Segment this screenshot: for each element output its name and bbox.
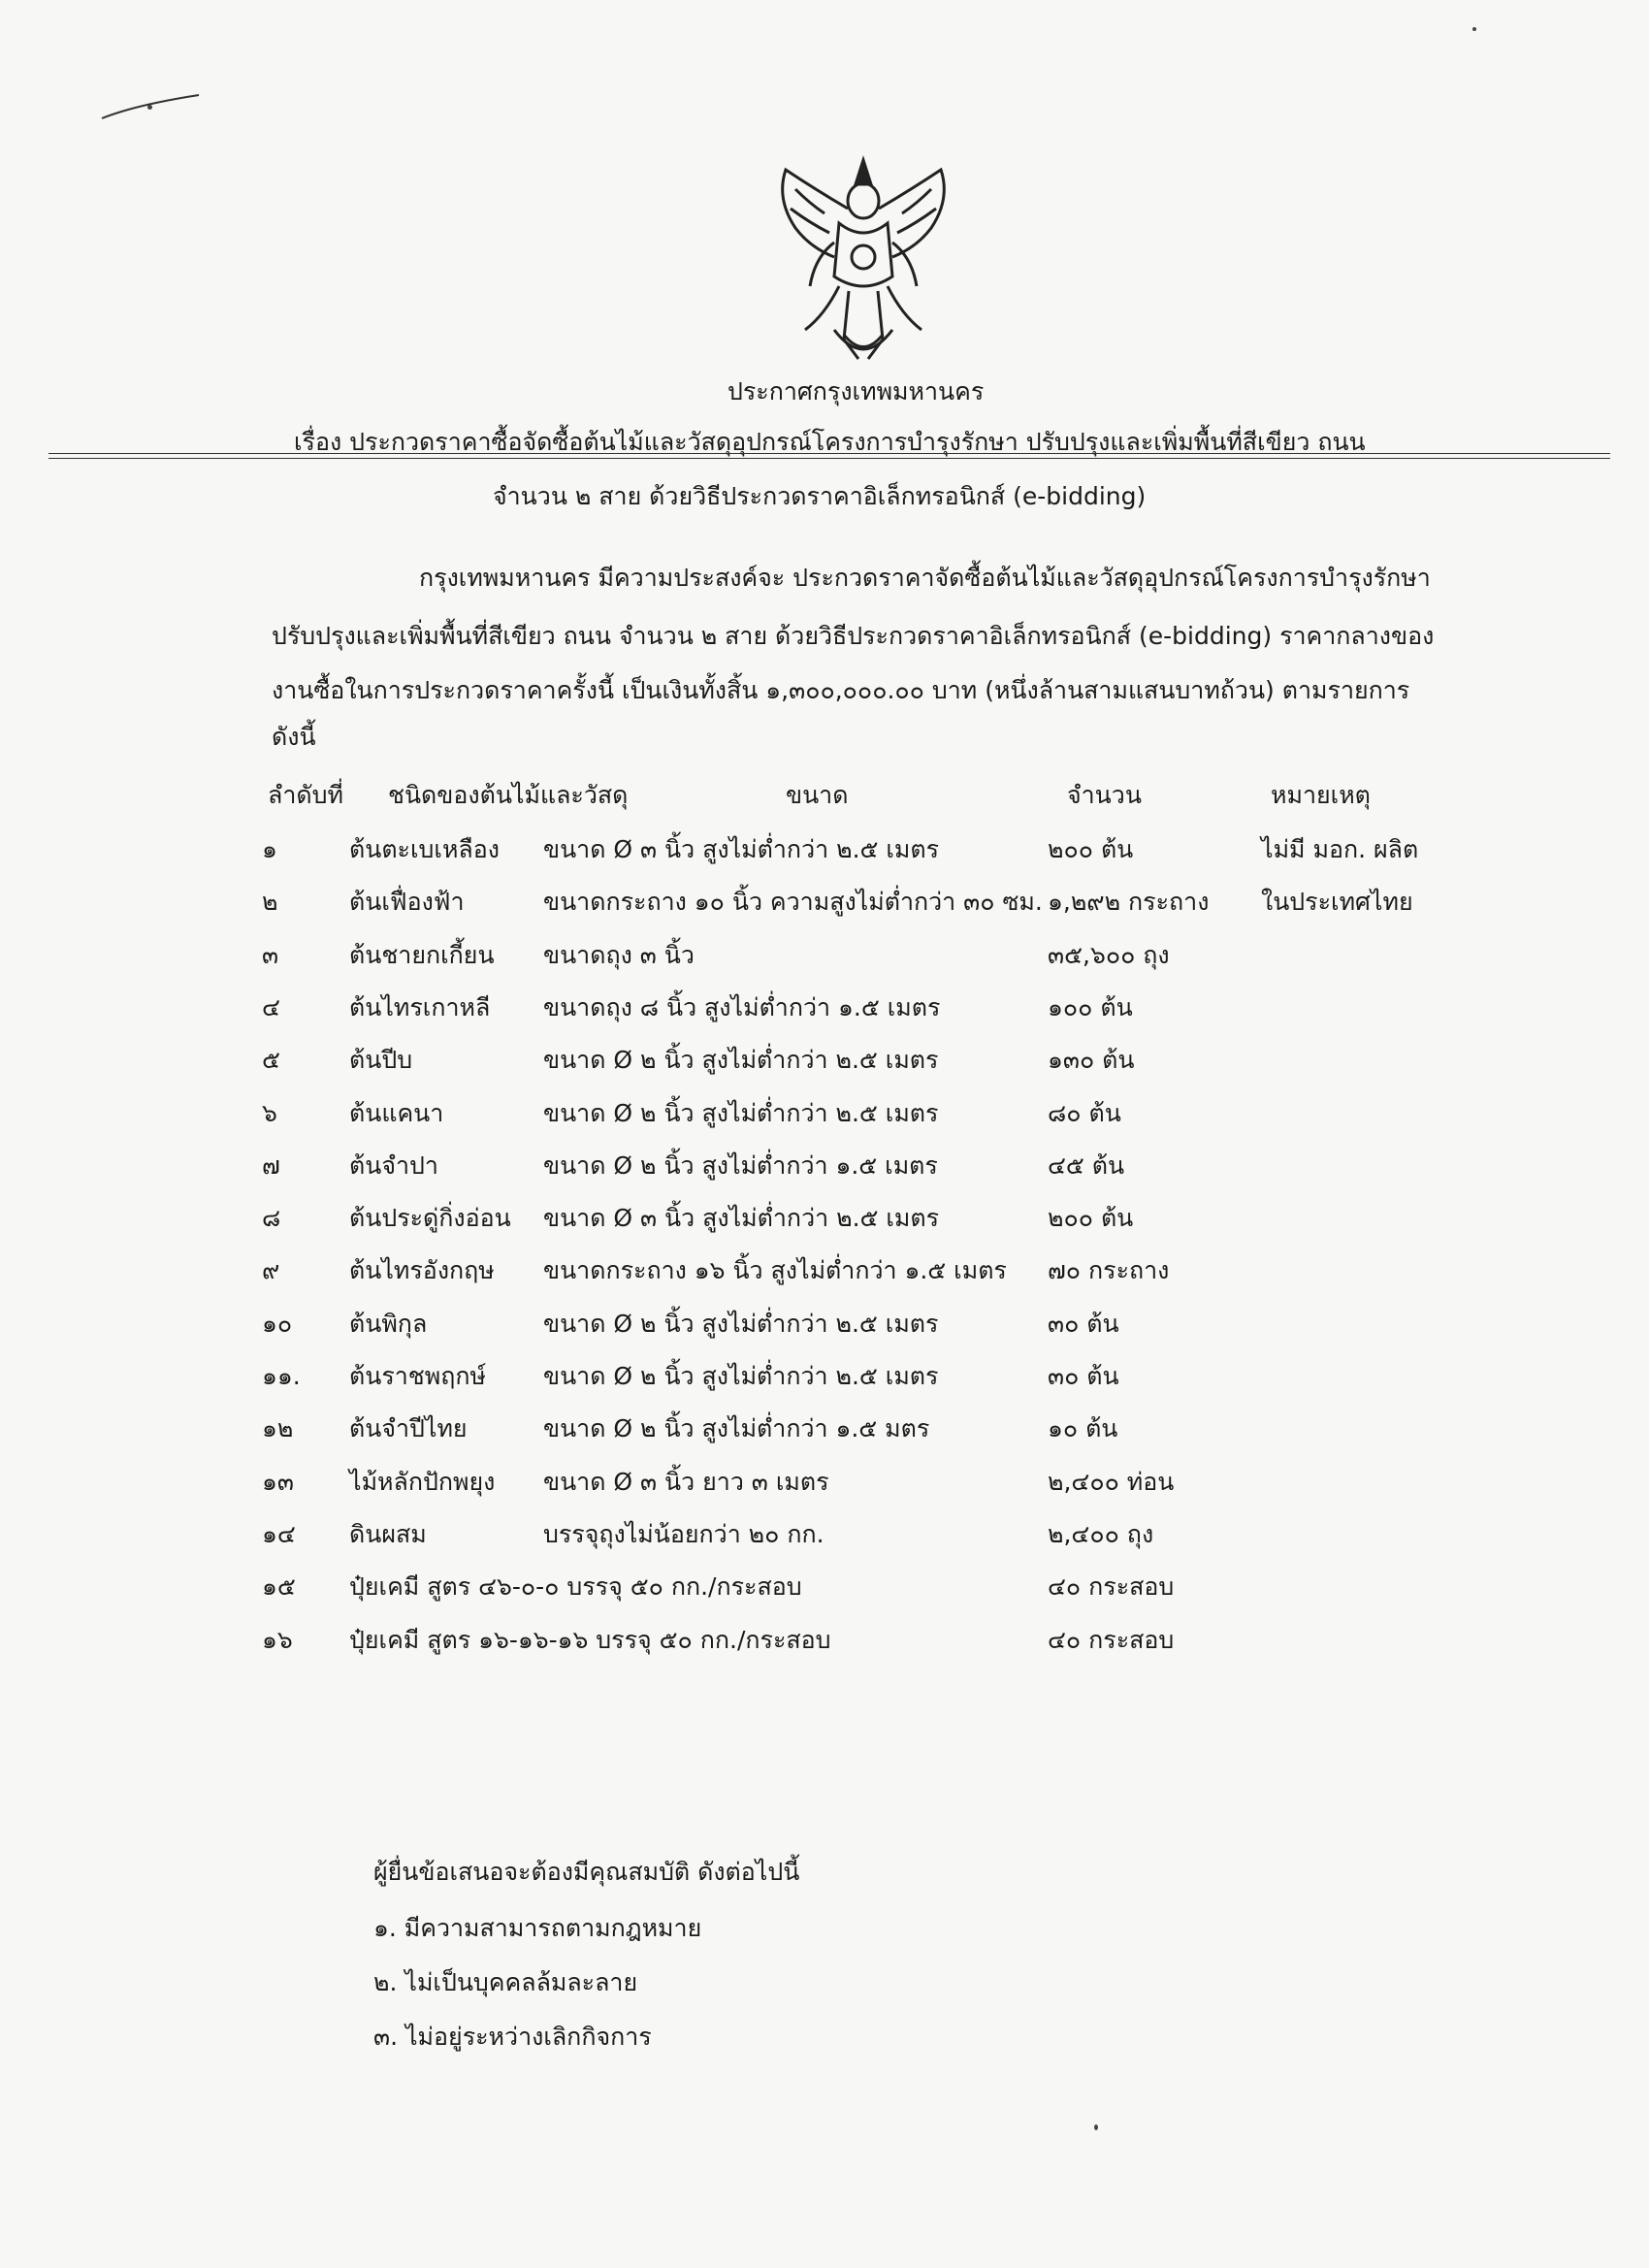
cell-size: ขนาดกระถาง ๑๖ นิ้ว สูงไม่ต่ำกว่า ๑.๕ เมตร xyxy=(543,1256,1007,1284)
cell-remark: ในประเทศไทย xyxy=(1261,888,1413,916)
cell-size: ขนาด Ø ๒ นิ้ว สูงไม่ต่ำกว่า ๒.๕ เมตร xyxy=(543,1310,939,1338)
cell-no: ๕ xyxy=(262,1046,280,1074)
cell-qty: ๑๐ ต้น xyxy=(1048,1414,1118,1442)
cell-item: ต้นพิกุล xyxy=(349,1310,428,1338)
scan-speck xyxy=(1094,2124,1098,2130)
cell-qty: ๔๐ กระสอบ xyxy=(1048,1626,1175,1654)
cell-qty: ๒๐๐ ต้น xyxy=(1048,1204,1134,1232)
cell-qty: ๑,๒๙๒ กระถาง xyxy=(1048,888,1210,916)
cell-no: ๑๔ xyxy=(262,1520,296,1548)
scan-speck xyxy=(1472,27,1476,31)
header-no: ลำดับที่ xyxy=(268,781,343,809)
cell-size: ขนาด Ø ๒ นิ้ว สูงไม่ต่ำกว่า ๑.๕ มตร xyxy=(543,1414,930,1442)
intro-line4: ดังนี้ xyxy=(272,723,316,751)
header-qty: จำนวน xyxy=(1067,781,1142,809)
cell-qty: ๓๕,๖๐๐ ถุง xyxy=(1048,941,1170,969)
cell-size: ขนาด Ø ๒ นิ้ว สูงไม่ต่ำกว่า ๒.๕ เมตร xyxy=(543,1099,939,1127)
cell-size: ขนาด Ø ๒ นิ้ว สูงไม่ต่ำกว่า ๒.๕ เมตร xyxy=(543,1046,939,1074)
qualification-item: ๒. ไม่เป็นบุคคลล้มละลาย xyxy=(373,1968,638,1996)
cell-no: ๗ xyxy=(262,1151,280,1180)
announcement-agency: ประกาศกรุงเทพมหานคร xyxy=(728,377,985,405)
cell-qty: ๑๐๐ ต้น xyxy=(1048,993,1133,1021)
cell-item: ต้นเฟื่องฟ้า xyxy=(349,888,465,916)
cell-size: ขนาด Ø ๓ นิ้ว สูงไม่ต่ำกว่า ๒.๕ เมตร xyxy=(543,1204,940,1232)
cell-qty: ๓๐ ต้น xyxy=(1048,1310,1119,1338)
cell-qty: ๒,๔๐๐ ท่อน xyxy=(1048,1468,1175,1496)
header-size: ขนาด xyxy=(786,781,849,809)
cell-qty: ๔๐ กระสอบ xyxy=(1048,1572,1175,1601)
cell-qty: ๒,๔๐๐ ถุง xyxy=(1048,1520,1154,1548)
cell-item: ต้นตะเบเหลือง xyxy=(349,835,500,863)
cell-item: ปุ๋ยเคมี สูตร ๔๖-๐-๐ บรรจุ ๕๐ กก./กระสอบ xyxy=(349,1572,802,1601)
garuda-emblem-icon xyxy=(766,150,960,369)
cell-no: ๑ xyxy=(262,835,277,863)
cell-no: ๓ xyxy=(262,941,279,969)
cell-no: ๑๐ xyxy=(262,1310,293,1338)
cell-qty: ๘๐ ต้น xyxy=(1048,1099,1121,1127)
cell-item: ไม้หลักปักพยุง xyxy=(349,1468,496,1496)
cell-size: ขนาด Ø ๒ นิ้ว สูงไม่ต่ำกว่า ๒.๕ เมตร xyxy=(543,1362,939,1390)
cell-item: ต้นราชพฤกษ์ xyxy=(349,1362,486,1390)
intro-line1: กรุงเทพมหานคร มีความประสงค์จะ ประกวดราคาจัดซื้อต้นไม้และวัสดุอุปกรณ์โครงการบำรุงรักษา xyxy=(419,564,1431,592)
cell-qty: ๗๐ กระถาง xyxy=(1048,1256,1170,1284)
cell-item: ต้นประดู่กิ่งอ่อน xyxy=(349,1204,511,1232)
scan-mark xyxy=(97,87,204,126)
header-remark: หมายเหตุ xyxy=(1271,781,1371,809)
announcement-subject-line2: จำนวน ๒ สาย ด้วยวิธีประกวดราคาอิเล็กทรอนิกส์ (e-bidding) xyxy=(493,482,1147,510)
cell-no: ๙ xyxy=(262,1256,280,1284)
cell-remark: ไม่มี มอก. ผลิต xyxy=(1261,835,1419,863)
cell-size: ขนาดกระถาง ๑๐ นิ้ว ความสูงไม่ต่ำกว่า ๓๐ ซม. xyxy=(543,888,1043,916)
cell-item: ต้นชายกเกี้ยน xyxy=(349,941,495,969)
cell-qty: ๓๐ ต้น xyxy=(1048,1362,1119,1390)
cell-qty: ๒๐๐ ต้น xyxy=(1048,835,1134,863)
qualifications-heading: ผู้ยื่นข้อเสนอจะต้องมีคุณสมบัติ ดังต่อไปนี้ xyxy=(373,1858,800,1886)
cell-item: ต้นไทรเกาหลี xyxy=(349,993,491,1021)
cell-size: ขนาด Ø ๓ นิ้ว ยาว ๓ เมตร xyxy=(543,1468,829,1496)
cell-item: ดินผสม xyxy=(349,1520,427,1548)
cell-size: ขนาดถุง ๘ นิ้ว สูงไม่ต่ำกว่า ๑.๕ เมตร xyxy=(543,993,941,1021)
qualification-item: ๓. ไม่อยู่ระหว่างเลิกกิจการ xyxy=(373,2023,652,2051)
cell-no: ๑๒ xyxy=(262,1414,294,1442)
cell-size: ขนาด Ø ๒ นิ้ว สูงไม่ต่ำกว่า ๑.๕ เมตร xyxy=(543,1151,938,1180)
cell-no: ๒ xyxy=(262,888,278,916)
intro-line2: ปรับปรุงและเพิ่มพื้นที่สีเขียว ถนน จำนวน ๒ สาย ด้วยวิธีประกวดราคาอิเล็กทรอนิกส์ (e-bidding) ราคากลางของ xyxy=(272,622,1435,650)
header-item: ชนิดของต้นไม้และวัสดุ xyxy=(388,781,629,809)
announcement-subject-line1: เรื่อง ประกวดราคาซื้อจัดซื้อต้นไม้และวัสดุอุปกรณ์โครงการบำรุงรักษา ปรับปรุงและเพิ่มพื้นที่สีเขียว ถนน xyxy=(294,428,1366,456)
cell-no: ๑๖ xyxy=(262,1626,293,1654)
header-rule-2 xyxy=(48,458,1610,459)
cell-no: ๘ xyxy=(262,1204,281,1232)
cell-size: ขนาด Ø ๓ นิ้ว สูงไม่ต่ำกว่า ๒.๕ เมตร xyxy=(543,835,940,863)
header-rule xyxy=(48,453,1610,454)
cell-size: บรรจุถุงไม่น้อยกว่า ๒๐ กก. xyxy=(543,1520,824,1548)
cell-item: ปุ๋ยเคมี สูตร ๑๖-๑๖-๑๖ บรรจุ ๕๐ กก./กระสอบ xyxy=(349,1626,831,1654)
cell-item: ต้นจำปา xyxy=(349,1151,438,1180)
cell-item: ต้นจำปีไทย xyxy=(349,1414,468,1442)
cell-no: ๑๑. xyxy=(262,1362,301,1390)
cell-no: ๑๓ xyxy=(262,1468,294,1496)
cell-item: ต้นแคนา xyxy=(349,1099,444,1127)
qualification-item: ๑. มีความสามารถตามกฎหมาย xyxy=(373,1914,702,1942)
cell-qty: ๑๓๐ ต้น xyxy=(1048,1046,1135,1074)
cell-no: ๔ xyxy=(262,993,280,1021)
cell-item: ต้นปีบ xyxy=(349,1046,413,1074)
intro-line3: งานซื้อในการประกวดราคาครั้งนี้ เป็นเงินทั้งสิ้น ๑,๓๐๐,๐๐๐.๐๐ บาท (หนึ่งล้านสามแสนบาทถ้วน) ตามรายการ xyxy=(272,676,1410,704)
cell-size: ขนาดถุง ๓ นิ้ว xyxy=(543,941,695,969)
cell-item: ต้นไทรอังกฤษ xyxy=(349,1256,495,1284)
cell-qty: ๔๕ ต้น xyxy=(1048,1151,1125,1180)
cell-no: ๑๕ xyxy=(262,1572,296,1601)
cell-no: ๖ xyxy=(262,1099,277,1127)
